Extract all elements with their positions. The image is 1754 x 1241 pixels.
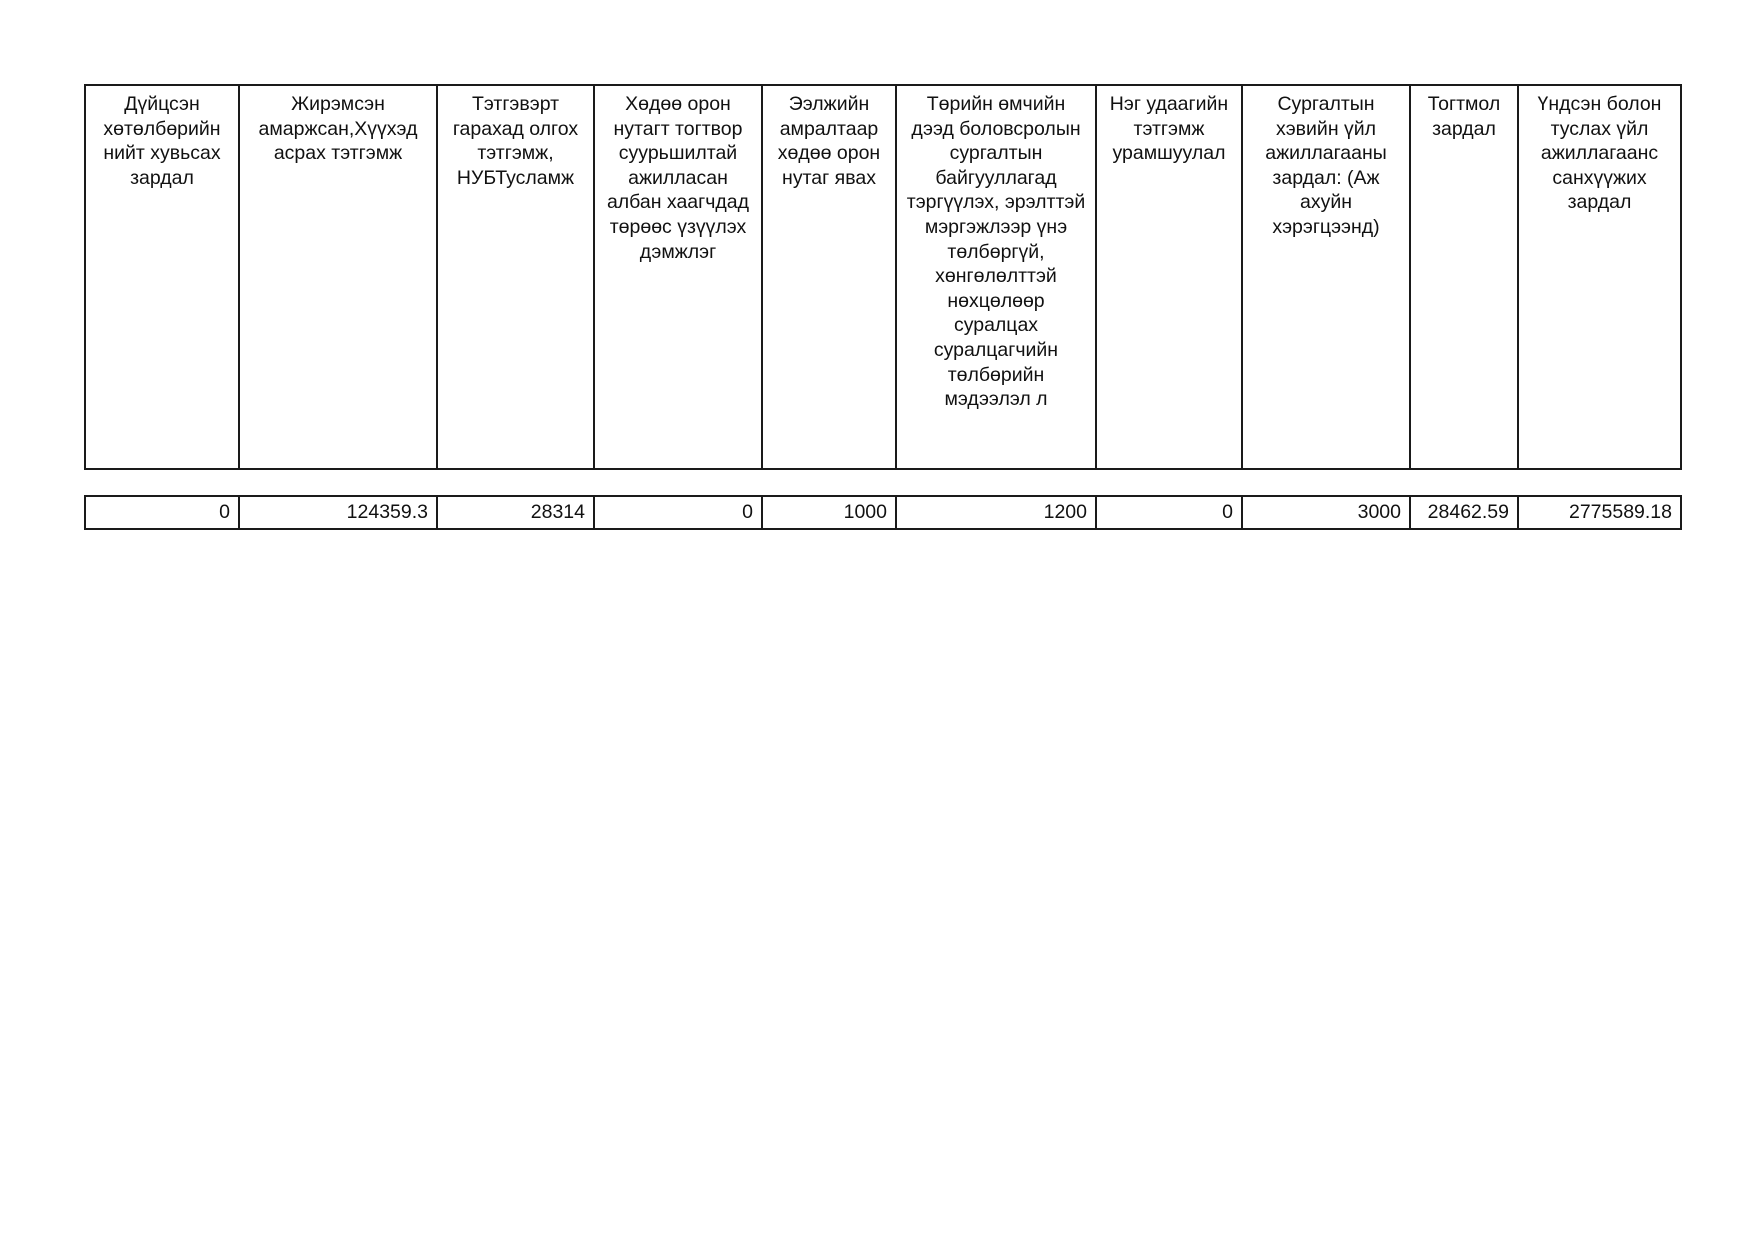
value-cell: 0 <box>1096 496 1242 529</box>
header-cell: Үндсэн болон туслах үйл ажиллагаанс санхүүжих зардал <box>1518 85 1681 469</box>
value-cell: 124359.3 <box>239 496 437 529</box>
header-cell: Төрийн өмчийн дээд боловсролын сургалтын байгууллагад тэргүүлэх, эрэлттэй мэргэжлээр үнэ төлбөргүй, хөнгөлөлттэй нөхцөлөөр суралцах суралцагчийн төлбөрийн мэдээлэл л <box>896 85 1096 469</box>
header-cell: Дүйцсэн хөтөлбөрийн нийт хувьсах зардал <box>85 85 239 469</box>
header-cell: Сургалтын хэвийн үйл ажиллагааны зардал: (Аж ахуйн хэрэгцээнд) <box>1242 85 1410 469</box>
header-cell: Ээлжийн амралтаар хөдөө орон нутаг явах <box>762 85 896 469</box>
value-cell: 2775589.18 <box>1518 496 1681 529</box>
header-cell: Тогтмол зардал <box>1410 85 1518 469</box>
value-cell: 3000 <box>1242 496 1410 529</box>
header-cell: Нэг удаагийн тэтгэмж урамшуулал <box>1096 85 1242 469</box>
values-table <box>84 495 1682 530</box>
header-row <box>85 85 1681 469</box>
value-cell: 0 <box>594 496 762 529</box>
header-cell: Жирэмсэн амаржсан,Хүүхэд асрах тэтгэмж <box>239 85 437 469</box>
value-cell: 28462.59 <box>1410 496 1518 529</box>
header-cell: Хөдөө орон нутагт тогтвор суурьшилтай ажилласан албан хаагчдад төрөөс үзүүлэх дэмжлэг <box>594 85 762 469</box>
header-table <box>84 84 1682 470</box>
value-cell: 1200 <box>896 496 1096 529</box>
header-cell: Тэтгэвэрт гарахад олгох тэтгэмж, НУБТусламж <box>437 85 594 469</box>
value-cell: 1000 <box>762 496 896 529</box>
value-cell: 0 <box>85 496 239 529</box>
values-row <box>85 496 1681 529</box>
value-cell: 28314 <box>437 496 594 529</box>
